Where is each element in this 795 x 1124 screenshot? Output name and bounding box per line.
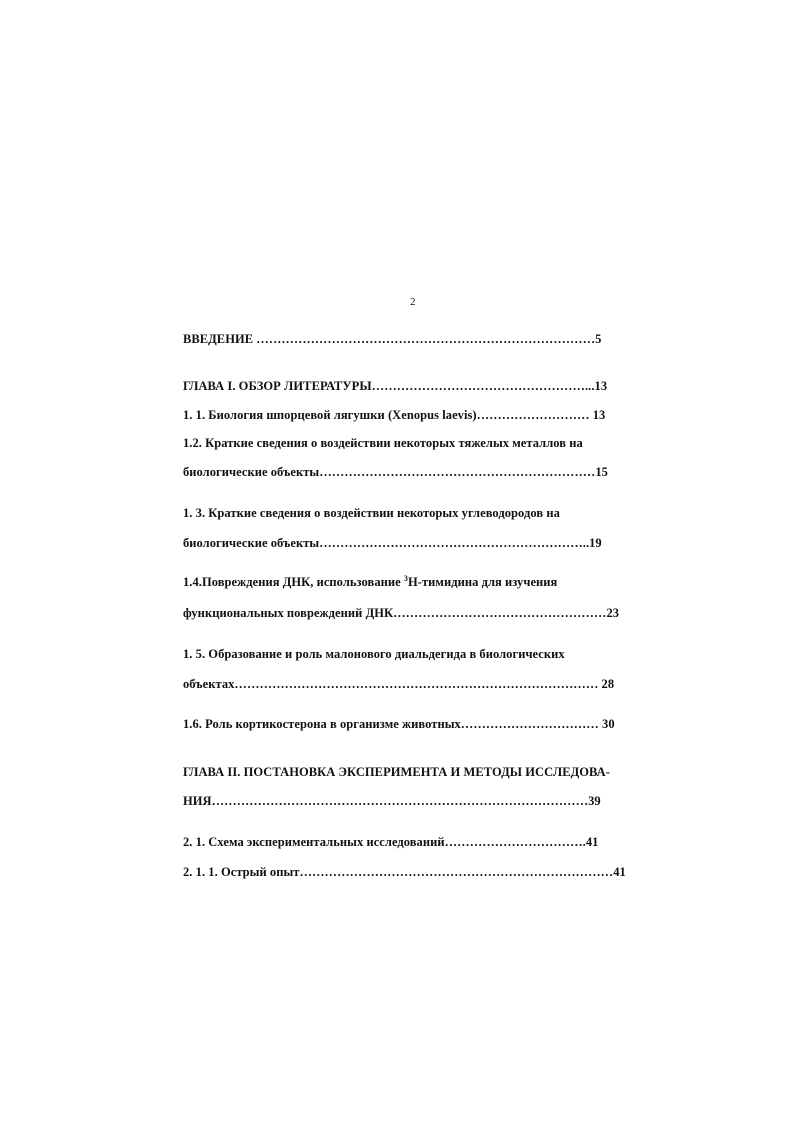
toc-entry-1-4-line2: функциональных повреждений ДНК……………………………………………23 [183, 606, 620, 620]
toc-entry-1-2-line1: 1.2. Краткие сведения о воздействии некоторых тяжелых металлов на [183, 436, 583, 450]
tritium-superscript: 3 [403, 573, 408, 583]
toc-entry-introduction: ВВЕДЕНИЕ ………………………………………………………………………5 [183, 332, 602, 346]
toc-entry-1-6: 1.6. Роль кортикостерона в организме животных…………………………… 30 [183, 717, 615, 731]
toc-entry-chapter-2-line1: ГЛАВА II. ПОСТАНОВКА ЭКСПЕРИМЕНТА И МЕТОДЫ ИССЛЕДОВА- [183, 765, 610, 779]
toc-entry-1-2-line2: биологические объекты…………………………………………………………15 [183, 465, 608, 479]
toc-entry-2-1-1: 2. 1. 1. Острый опыт…………………………………………………………………41 [183, 865, 626, 879]
toc-entry-2-1: 2. 1. Схема экспериментальных исследований…………………………….41 [183, 835, 599, 849]
toc-entry-1-4-text-end: Н-тимидина для изучения [407, 575, 558, 589]
toc-entry-1-4-line1 [183, 575, 557, 590]
toc-entry-1-3-line2: биологические объекты………………………………………………………..19 [183, 536, 602, 550]
page-number: 2 [410, 296, 416, 308]
toc-entry-1-3-line1: 1. 3. Краткие сведения о воздействии некоторых углеводородов на [183, 506, 560, 520]
toc-entry-chapter-1: ГЛАВА I. ОБЗОР ЛИТЕРАТУРЫ……………………………………………...13 [183, 379, 608, 393]
toc-entry-1-1: 1. 1. Биология шпорцевой лягушки (Xenopus laevis)……………………… 13 [183, 408, 606, 422]
toc-entry-1-5-line2: объектах…………………………………………………………………………… 28 [183, 677, 615, 691]
toc-entry-chapter-2-line2: НИЯ………………………………………………………………………………39 [183, 794, 601, 808]
toc-entry-1-4-text-start: 1.4.Повреждения ДНК, использование [183, 575, 404, 589]
toc-entry-1-5-line1: 1. 5. Образование и роль малонового диальдегида в биологических [183, 647, 565, 661]
